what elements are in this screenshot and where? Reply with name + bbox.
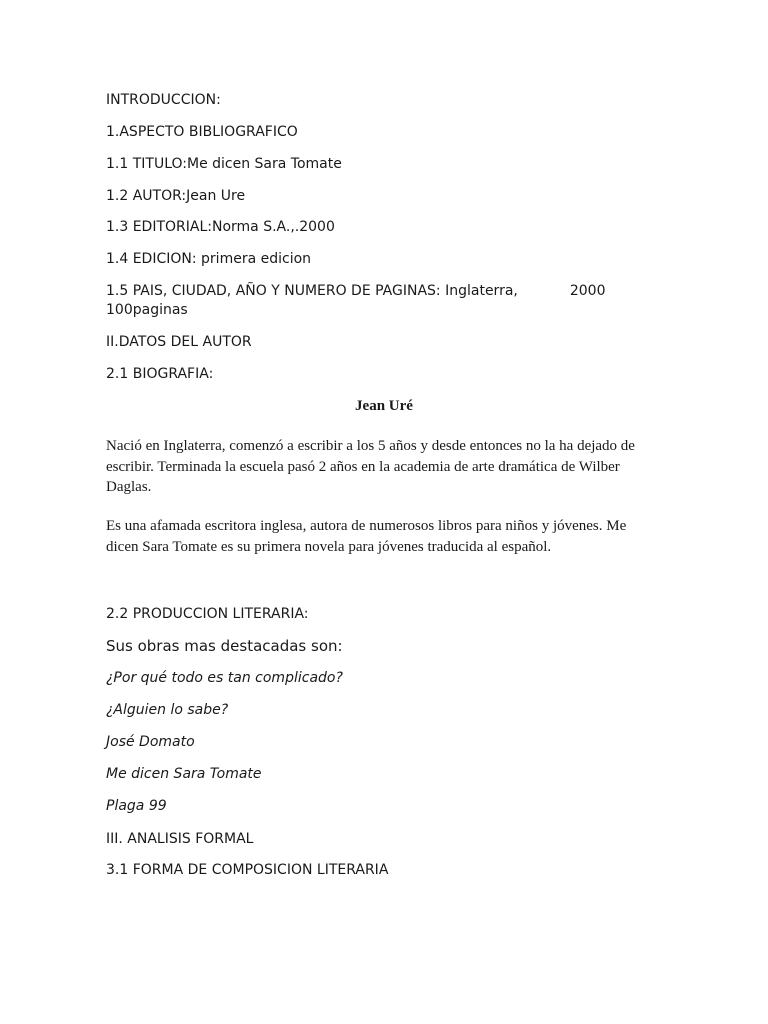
heading-produccion-literaria: 2.2 PRODUCCION LITERARIA: [106,606,309,622]
line-pais-year: 2000 [569,283,606,299]
heading-biografia: 2.1 BIOGRAFIA: [106,366,214,382]
line-pais [106,282,606,300]
bio-title: Jean Uré [355,398,413,414]
line-pais-pages: 100paginas [106,302,188,318]
list-item: ¿Por qué todo es tan complicado? [106,670,343,686]
heading-introduccion: INTRODUCCION: [106,92,221,108]
line-editorial: 1.3 EDITORIAL:Norma S.A.,.2000 [106,219,335,235]
heading-forma-composicion: 3.1 FORMA DE COMPOSICION LITERARIA [106,862,389,878]
heading-datos-autor: II.DATOS DEL AUTOR [106,334,252,350]
list-item: ¿Alguien lo sabe? [106,702,229,718]
line-titulo: 1.1 TITULO:Me dicen Sara Tomate [106,156,342,172]
line-autor: 1.2 AUTOR:Jean Ure [106,188,246,204]
line-edicion: 1.4 EDICION: primera edicion [106,251,312,267]
bio-paragraph: Nació en Inglaterra, comenzó a escribir a los 5 años y desde entonces no la ha dejado de escribir. Terminada la escuela pasó 2 años en la academia de arte dramática de Wilber Daglas. [106,438,635,495]
list-item: Me dicen Sara Tomate [106,766,262,782]
heading-aspecto-bibliografico: 1.ASPECTO BIBLIOGRAFICO [106,124,298,140]
obras-intro: Sus obras mas destacadas son: [106,637,343,655]
bio-paragraph: Es una afamada escritora inglesa, autora de numerosos libros para niños y jóvenes. Me dicen Sara Tomate es su primera novela para jóvenes traducida al español. [106,518,627,555]
list-item: José Domato [106,734,195,750]
heading-analisis-formal: III. ANALISIS FORMAL [106,831,254,847]
line-pais-text: 1.5 PAIS, CIUDAD, AÑO Y NUMERO DE PAGINAS: Inglaterra, [106,283,518,299]
list-item: Plaga 99 [106,798,167,814]
